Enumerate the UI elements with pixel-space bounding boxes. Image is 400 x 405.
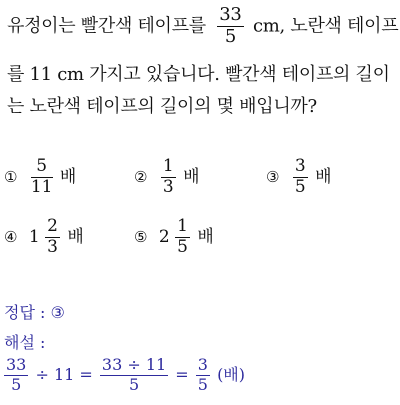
choice-2-fraction <box>161 158 176 197</box>
choice-5[interactable] <box>134 218 214 257</box>
question-line-1-prefix: 유정이는 빨간색 테이프를 <box>7 15 206 37</box>
choice-1-denominator: 11 <box>30 176 53 197</box>
solution-fraction-3-numerator: 3 <box>197 355 208 374</box>
choice-5-fraction <box>175 218 190 257</box>
solution-expression <box>4 357 245 394</box>
solution-operator-1: ÷ 11 = <box>35 364 93 384</box>
question-line-2: 를 11 cm 가지고 있습니다. 빨간색 테이프의 길이 <box>7 64 390 85</box>
choice-1-unit: 배 <box>59 166 77 187</box>
choice-3[interactable] <box>266 158 332 197</box>
choice-2-denominator: 3 <box>162 176 174 197</box>
choice-2-mark: ② <box>134 167 148 186</box>
choice-4-numerator: 2 <box>47 216 58 236</box>
solution-fraction-1-numerator: 33 <box>6 355 27 374</box>
choice-2[interactable] <box>134 158 200 197</box>
solution-label: 해설 : <box>4 333 46 352</box>
answer-value: ③ <box>50 303 65 322</box>
choice-3-unit: 배 <box>315 166 332 187</box>
solution-fraction-3 <box>196 357 210 394</box>
question-fraction-denominator: 5 <box>224 25 236 47</box>
choice-4-mark: ④ <box>4 227 18 246</box>
choice-4-unit: 배 <box>67 226 84 247</box>
choice-2-unit: 배 <box>183 166 200 187</box>
question-line-1-suffix: cm, 노란색 테이프 <box>252 15 399 37</box>
choice-4-fraction <box>45 218 60 257</box>
solution-operator-2: = <box>175 364 189 384</box>
choice-5-whole: 2 <box>158 227 170 248</box>
choice-3-fraction <box>293 158 308 197</box>
solution-fraction-1 <box>4 357 28 394</box>
choice-1-fraction <box>31 158 53 197</box>
solution-fraction-1-denominator: 5 <box>11 374 22 394</box>
solution-fraction-2-numerator: 33 ÷ 11 <box>101 355 167 374</box>
choice-5-unit: 배 <box>197 226 214 247</box>
choice-3-denominator: 5 <box>294 176 306 197</box>
choice-5-denominator: 5 <box>177 236 188 257</box>
question-fraction-numerator: 33 <box>219 4 242 25</box>
question-line-1 <box>7 6 398 46</box>
choice-3-mark: ③ <box>266 167 280 186</box>
choice-4-whole: 1 <box>28 227 40 248</box>
solution-fraction-2 <box>100 357 168 394</box>
solution-fraction-2-denominator: 5 <box>128 374 140 394</box>
solution-fraction-3-denominator: 5 <box>197 374 208 394</box>
choice-1[interactable] <box>4 158 76 197</box>
solution-unit: (배) <box>217 364 246 384</box>
choice-1-mark: ① <box>4 167 18 186</box>
choice-5-numerator: 1 <box>177 216 188 236</box>
choice-3-numerator: 3 <box>294 156 306 176</box>
choice-2-numerator: 1 <box>162 156 174 176</box>
answer-label: 정답 : <box>4 303 46 322</box>
question-fraction <box>217 6 243 47</box>
choice-4[interactable] <box>4 218 84 257</box>
question-line-3: 는 노란색 테이프의 길이의 몇 배입니까? <box>7 96 317 117</box>
choice-1-numerator: 5 <box>31 158 53 178</box>
choice-4-denominator: 3 <box>47 236 58 257</box>
answer-line <box>4 300 65 323</box>
choice-5-mark: ⑤ <box>134 227 148 246</box>
